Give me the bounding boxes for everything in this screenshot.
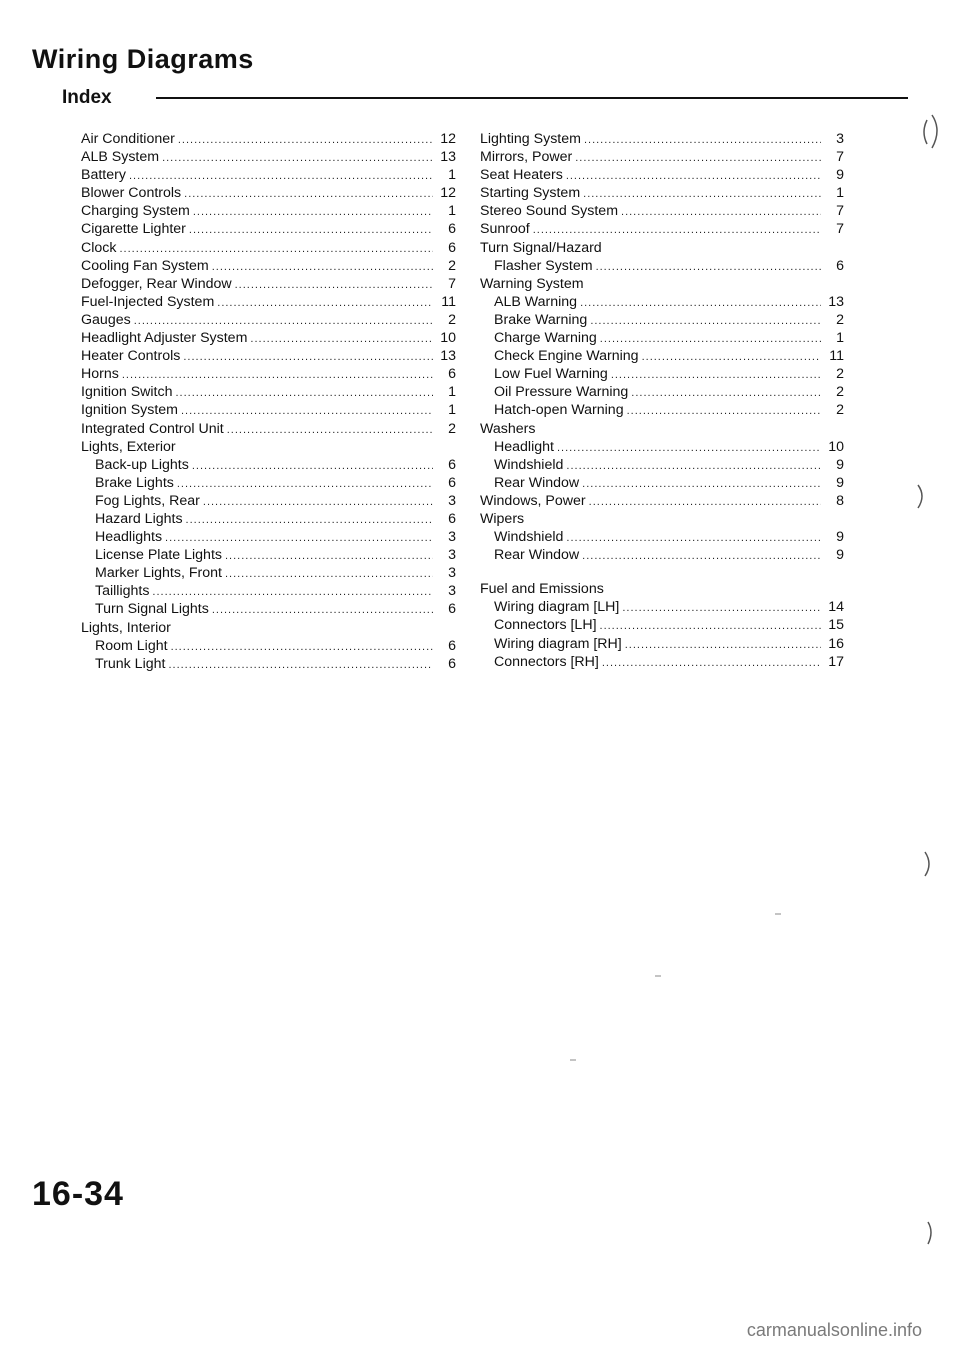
index-entry-label: Charge Warning <box>494 330 597 347</box>
index-entry-label: Cigarette Lighter <box>81 221 186 238</box>
index-entry-page: 15 <box>828 617 844 634</box>
index-entry-page: 1 <box>448 402 456 419</box>
index-entry-label: Lighting System <box>480 131 581 147</box>
index-entry-page: 7 <box>836 203 844 220</box>
index-entry-page: 3 <box>448 547 456 564</box>
index-entry-label: Defogger, Rear Window <box>81 275 232 292</box>
index-entry-page: 1 <box>448 384 456 401</box>
index-entry-page: 9 <box>836 529 844 546</box>
index-entry-label: Washers <box>480 420 536 437</box>
index-entry-page: 6 <box>448 456 456 473</box>
index-entry-page: 6 <box>448 655 456 672</box>
index-entry-label: Lights, Exterior <box>81 438 176 455</box>
index-entry-label: License Plate Lights <box>95 547 222 564</box>
index-entry-page: 12 <box>440 185 456 202</box>
index-entry-page: 6 <box>448 366 456 383</box>
index-entry-label: Seat Heaters <box>480 167 563 184</box>
index-entry-page: 2 <box>836 366 844 383</box>
index-entry-label: ALB System <box>81 149 160 166</box>
index-entry-page: 17 <box>828 653 844 670</box>
index-entry-page: 10 <box>440 330 456 347</box>
index-entry-page: 7 <box>836 221 844 238</box>
index-entry-label: Warning System <box>480 275 584 292</box>
index-entry-page: 2 <box>836 384 844 401</box>
index-entry-page: 13 <box>440 149 456 166</box>
index-entry-label: Ignition System <box>81 402 178 419</box>
index-entry-page: 2 <box>836 311 844 328</box>
index-entry-page: 2 <box>448 257 456 274</box>
index-entry-page: 11 <box>829 348 844 365</box>
index-entry-label: Clock <box>81 239 117 256</box>
index-entry-page: 13 <box>828 293 844 310</box>
index-entry-label: Fuel and Emissions <box>480 581 604 598</box>
index-entry-page: 6 <box>448 239 456 256</box>
index-entry-label: Rear Window <box>494 474 580 491</box>
index-entry-page: 12 <box>440 131 456 147</box>
index-entry-page: 7 <box>448 275 456 292</box>
index-entry-label: Check Engine Warning <box>494 348 639 365</box>
index-entry-label: Headlights <box>95 529 163 546</box>
index-entry-page: 3 <box>448 492 456 509</box>
index-entry-label: Marker Lights, Front <box>95 565 222 582</box>
index-entry-page: 3 <box>836 131 844 147</box>
index-entry-label: Headlight Adjuster System <box>81 330 248 347</box>
index-entry-label: Fog Lights, Rear <box>95 492 200 509</box>
index-entry-label: Taillights <box>95 583 150 600</box>
index-entry-page: 1 <box>836 330 844 347</box>
index-entry-page: 6 <box>448 510 456 527</box>
index-entry-label: Back-up Lights <box>95 456 189 473</box>
index-entry-label: Windshield <box>494 456 564 473</box>
section-subtitle: Index <box>62 87 112 108</box>
index-entry-page: 13 <box>440 348 456 365</box>
index-entry-page: 9 <box>836 474 844 491</box>
index-entry-label: Brake Warning <box>494 311 588 328</box>
index-entry-label: Turn Signal Lights <box>95 601 209 618</box>
index-entry-page: 9 <box>836 456 844 473</box>
index-entry-label: Room Light <box>95 637 168 654</box>
index-entry-label: Heater Controls <box>81 348 181 365</box>
index-entry-label: Fuel-Injected System <box>81 293 215 310</box>
index-entry-label: Ignition Switch <box>81 384 173 401</box>
index-entry-page: 9 <box>836 547 844 564</box>
index-entry-page: 6 <box>448 637 456 654</box>
index-entry-label: Hazard Lights <box>95 510 183 527</box>
index-entry-label: Low Fuel Warning <box>494 366 608 383</box>
index-entry-page: 3 <box>448 529 456 546</box>
index-entry-page: 1 <box>448 167 456 184</box>
page-title: Wiring Diagrams <box>32 44 254 74</box>
index-entry-page: 11 <box>441 293 456 310</box>
index-entry-label: Horns <box>81 366 119 383</box>
index-entry-page: 14 <box>828 599 844 616</box>
index-entry-page: 16 <box>828 635 844 652</box>
index-entry-label: Trunk Light <box>95 655 166 672</box>
page-number: 16-34 <box>32 1175 124 1213</box>
index-entry-page: 1 <box>836 185 844 202</box>
index-entry-label: Battery <box>81 167 126 184</box>
index-entry-page: 10 <box>828 438 844 455</box>
index-entry-label: Cooling Fan System <box>81 257 209 274</box>
index-entry-page: 3 <box>448 583 456 600</box>
index-entry-label: Windows, Power <box>480 492 586 509</box>
index-entry-page: 7 <box>836 149 844 166</box>
index-entry-page: 1 <box>448 203 456 220</box>
index-entry-page: 8 <box>836 492 844 509</box>
index-entry-page: 6 <box>448 221 456 238</box>
index-entry-label: Wiring diagram [LH] <box>494 599 620 616</box>
index-entry-label: Brake Lights <box>95 474 174 491</box>
index-entry-page: 2 <box>448 311 456 328</box>
index-entry-label: Charging System <box>81 203 190 220</box>
index-entry-page: 9 <box>836 167 844 184</box>
index-entry-label: Connectors [LH] <box>494 617 597 634</box>
index-entry-label: Turn Signal/Hazard <box>480 239 602 256</box>
index-entry-label: Mirrors, Power <box>480 149 573 166</box>
index-entry-label: Rear Window <box>494 547 580 564</box>
index-entry-label: Starting System <box>480 185 581 202</box>
index-entry-label: Sunroof <box>480 221 530 238</box>
index-entry-label: Lights, Interior <box>81 619 171 636</box>
index-entry-label: Air Conditioner <box>81 131 175 147</box>
index-entry-label: Stereo Sound System <box>480 203 619 220</box>
index-entry-page: 6 <box>836 257 844 274</box>
index-entry-page: 2 <box>836 402 844 419</box>
index-entry-page: 6 <box>448 601 456 618</box>
index-entry-label: Windshield <box>494 529 564 546</box>
index-entry-label: Wipers <box>480 510 525 527</box>
index-entry-label: Wiring diagram [RH] <box>494 635 622 652</box>
index-entry-label: ALB Warning <box>494 293 578 310</box>
index-entry-label: Blower Controls <box>81 185 182 202</box>
index-entry-page: 2 <box>448 420 456 437</box>
watermark: carmanualsonline.info <box>746 1320 922 1340</box>
index-entry-label: Hatch-open Warning <box>494 402 624 419</box>
index-entry-label: Flasher System <box>494 257 593 274</box>
index-entry-label: Gauges <box>81 311 131 328</box>
index-entry-page: 3 <box>448 565 456 582</box>
index-entry-label: Integrated Control Unit <box>81 420 224 437</box>
index-entry-label: Headlight <box>494 438 554 455</box>
index-entry-page: 6 <box>448 474 456 491</box>
index-entry-label: Connectors [RH] <box>494 653 599 670</box>
index-entry-label: Oil Pressure Warning <box>494 384 629 401</box>
